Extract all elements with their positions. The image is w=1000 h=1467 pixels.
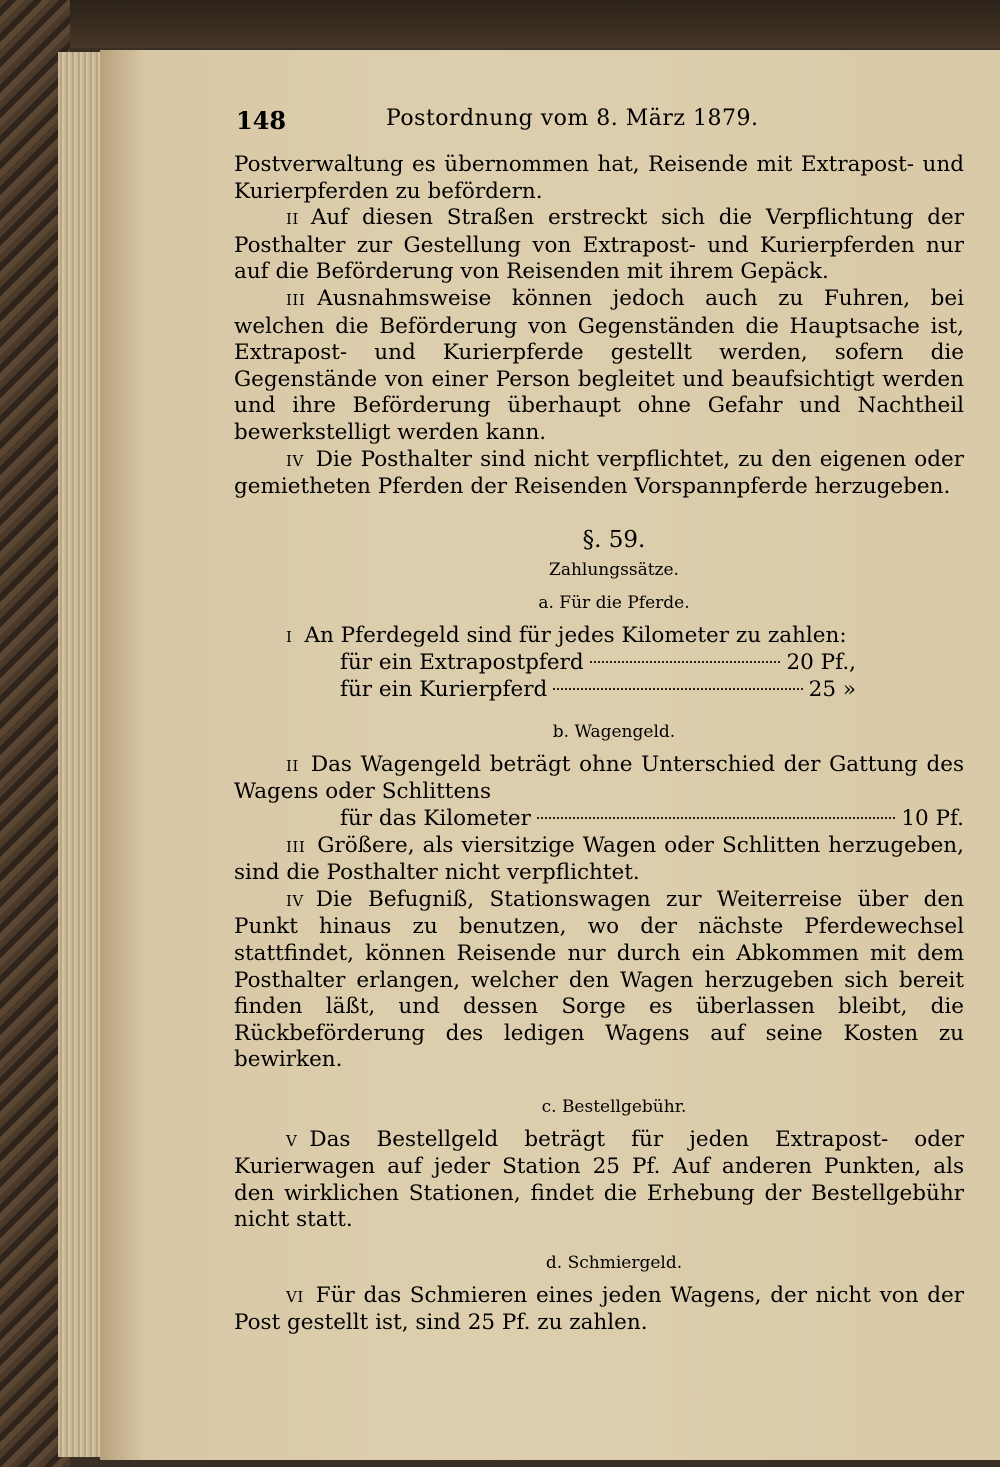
subheading-a: a. Für die Pferde.: [538, 592, 690, 613]
paragraph-i: [234, 623, 964, 651]
paragraph-iii: [234, 286, 964, 447]
paragraph-text: Die Posthalter sind nicht verpflichtet, zu den eigenen oder gemietheten Pferden der Reisenden Vorspannpferde herzugeben.: [234, 446, 964, 500]
subheading-d: d. Schmiergeld.: [545, 1252, 683, 1273]
rate-row-kurier: [340, 677, 856, 704]
page-number: 148: [236, 106, 287, 135]
leader-dots: [590, 661, 781, 663]
paragraph-ii: [234, 205, 964, 286]
page-body: [234, 152, 964, 1337]
paragraph-iv: [234, 447, 964, 501]
subheading-b: b. Wagengeld.: [552, 722, 676, 743]
running-head: Postordnung vom 8. März 1879.: [386, 106, 759, 131]
paragraph-b-ii: [234, 752, 964, 806]
intro-paragraph: Postverwaltung es übernommen hat, Reisende mit Extrapost- und Kurierpferden zu befördern.: [234, 152, 964, 204]
rate-label: für das Kilometer: [340, 806, 531, 832]
paragraph-b-iv: [234, 887, 964, 1074]
rate-value: 25 »: [808, 676, 856, 702]
paragraph-number: IV: [286, 891, 304, 910]
paragraph-text: Die Befugniß, Stationswagen zur Weiterreise über den Punkt hinaus zu benutzen, wo der nächste Pferdewechsel stattfindet, können Reisende nur durch ein Abkommen mit dem Posthalter erlangen, welcher den Wagen herzugeben sich bereit finden läßt, und dessen Sorge es überlassen bleibt, die Rückbeförderung des ledigen Wagens auf seine Kosten zu bewirken.: [234, 886, 964, 1073]
paragraph-number: VI: [286, 1287, 304, 1306]
paragraph-number: III: [286, 290, 306, 309]
paragraph-c-v: [234, 1127, 964, 1234]
page-header: [236, 106, 836, 146]
paragraph-number: III: [286, 837, 306, 856]
paragraph-b-iii: [234, 833, 964, 887]
leader-dots: [537, 817, 895, 819]
paragraph-number: IV: [286, 451, 304, 470]
rate-value: 10 Pf.: [901, 806, 964, 832]
paragraph-text: Auf diesen Straßen erstreckt sich die Verpflichtung der Posthalter zur Gestellung von Extrapost- und Kurierpferden nur auf die Beförderung von Reisenden mit ihrem Gepäck.: [234, 205, 964, 285]
paragraph-number: II: [286, 210, 299, 229]
section-subtitle: Zahlungssätze.: [549, 560, 679, 581]
paragraph-number: V: [286, 1131, 298, 1150]
paragraph-number: II: [286, 756, 299, 775]
paragraph-d-vi: [234, 1283, 964, 1337]
paragraph-text: Ausnahmsweise können jedoch auch zu Fuhren, bei welchen die Beförderung von Gegenständen die Hauptsache ist, Extrapost- und Kurierpferde gestellt werden, sofern die Gegenstände von einer Person begleitet und beaufsichtigt werden und ihre Beförderung überhaupt ohne Gefahr und Nachtheil bewerkstelligt werden kann.: [234, 285, 964, 445]
paragraph-text: Das Wagengeld beträgt ohne Unterschied der Gattung des Wagens oder Schlittens: [234, 751, 964, 805]
rate-value: 20 Pf.,: [786, 650, 856, 676]
rate-label: für ein Kurierpferd: [340, 676, 548, 702]
leader-dots: [553, 688, 802, 690]
paragraph-text: An Pferdegeld sind für jedes Kilometer zu zahlen:: [304, 622, 847, 648]
paragraph-text: Das Bestellgeld beträgt für jeden Extrapost- oder Kurierwagen auf jeder Station 25 Pf. Auf anderen Punkten, als den wirklichen Stationen, findet die Erhebung der Bestellgebühr nicht statt.: [234, 1126, 964, 1233]
rate-label: für ein Extrapostpferd: [340, 650, 584, 676]
paragraph-text: Für das Schmieren eines jeden Wagens, der nicht von der Post gestellt ist, sind 25 Pf. zu zahlen.: [234, 1282, 964, 1336]
paragraph-number: I: [286, 627, 293, 646]
rate-row-extrapost: [340, 650, 856, 677]
subheading-c: c. Bestellgebühr.: [541, 1097, 687, 1117]
rate-row-wagen: [340, 806, 964, 833]
book-cover-top: [0, 0, 1000, 48]
paragraph-text: Größere, als viersitzige Wagen oder Schlitten herzugeben, sind die Posthalter nicht verpflichtet.: [234, 832, 964, 886]
section-title: §. 59.: [582, 526, 646, 553]
